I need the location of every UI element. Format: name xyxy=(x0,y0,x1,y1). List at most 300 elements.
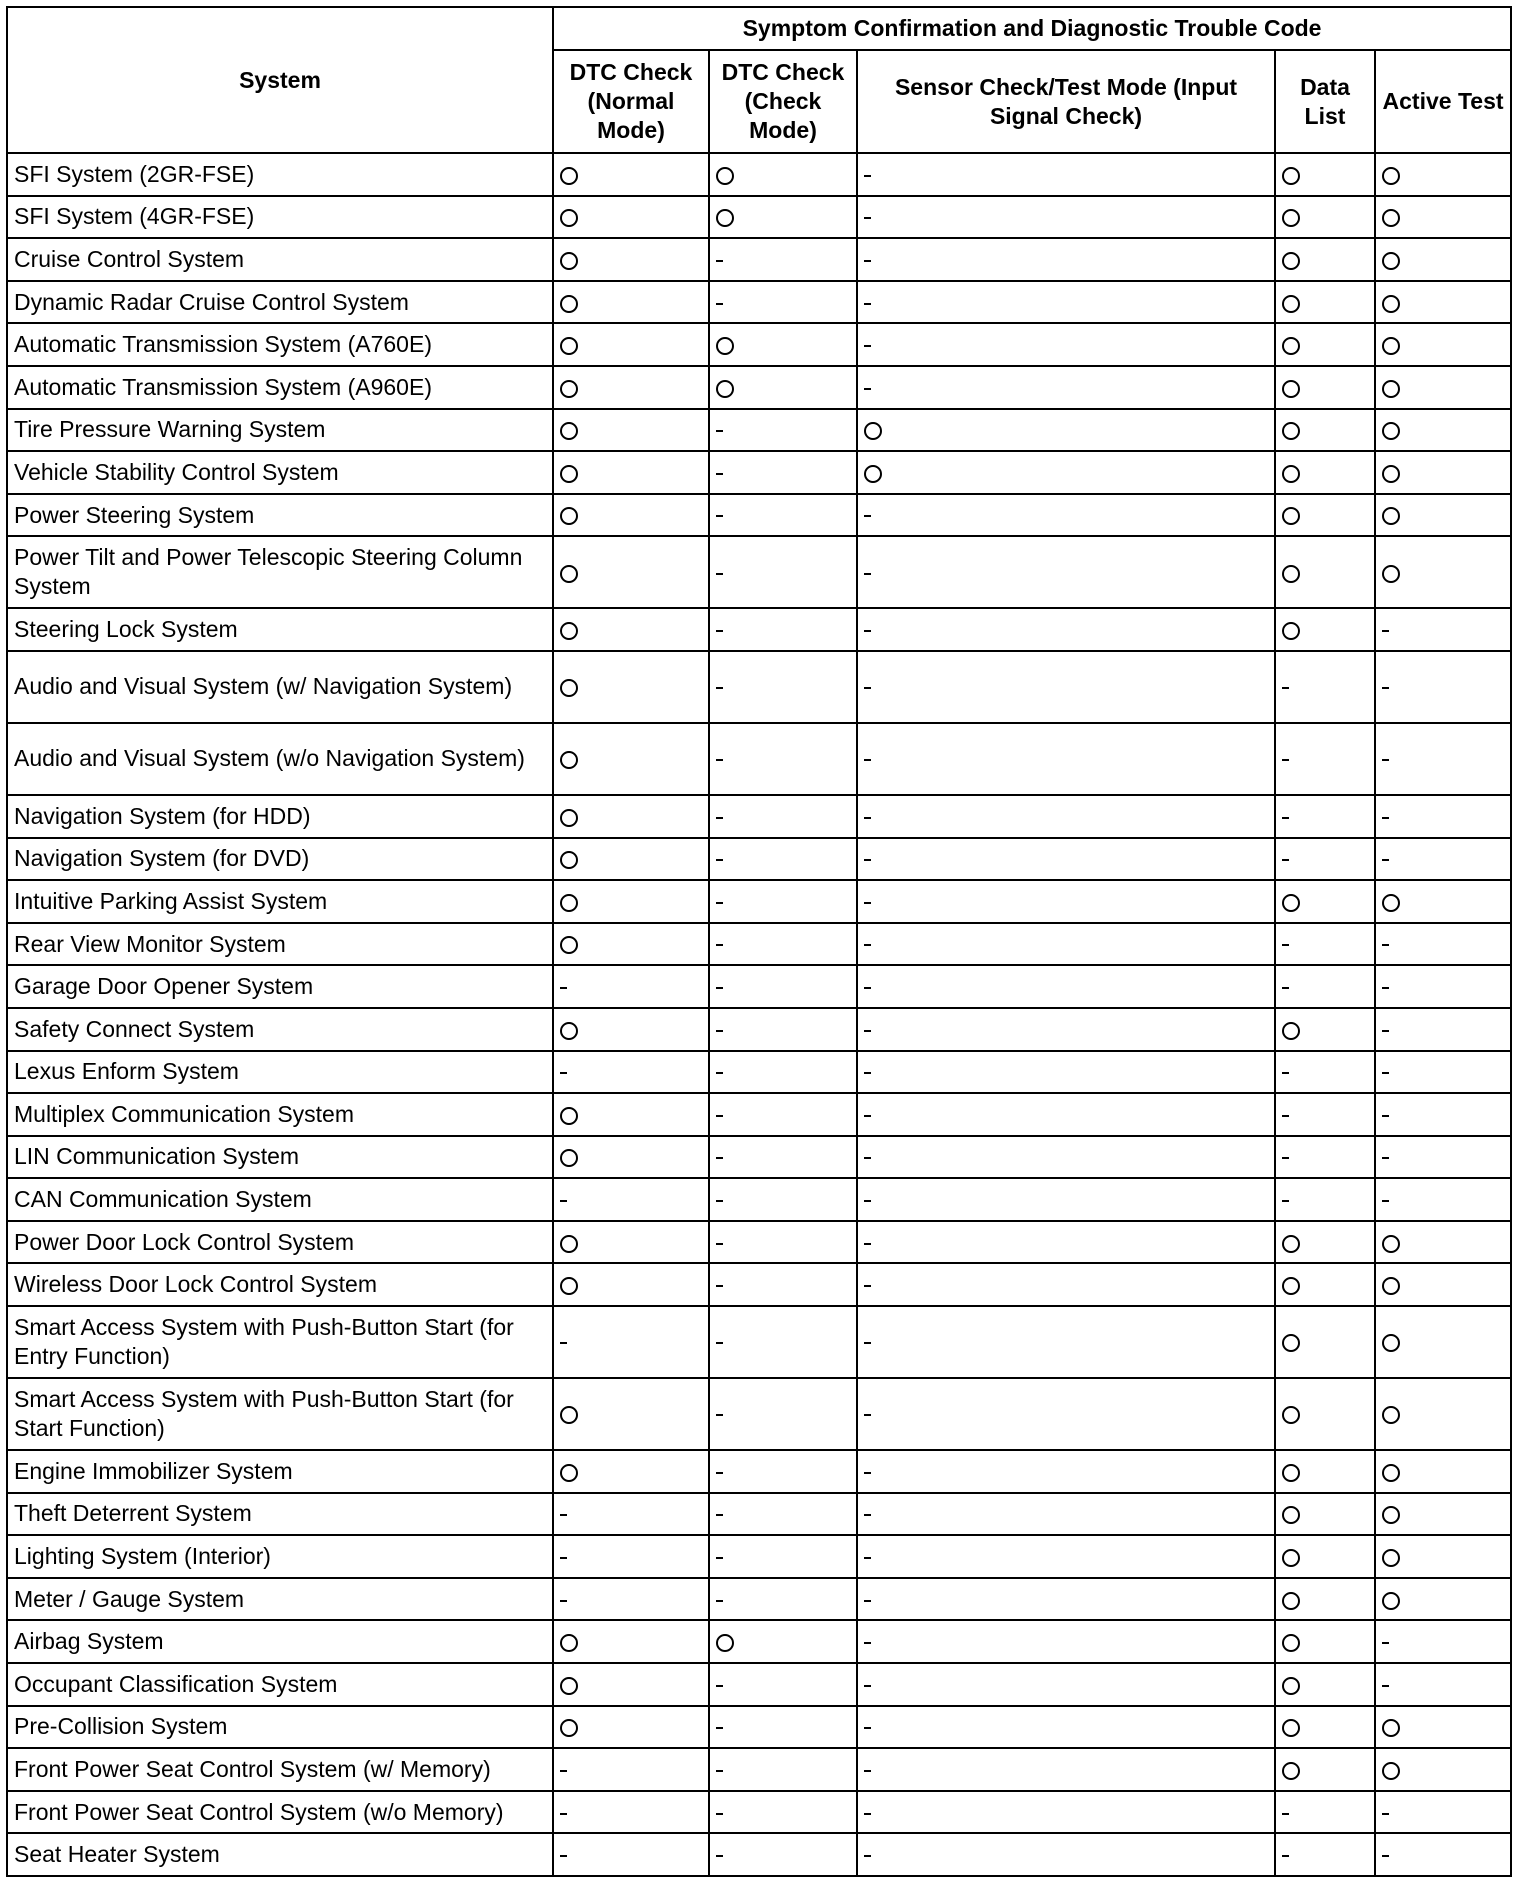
not-applicable-dash-mark xyxy=(864,1642,871,1644)
not-applicable-dash-mark xyxy=(716,902,723,904)
mark-cell xyxy=(1375,1748,1511,1791)
supported-circle-mark xyxy=(560,936,578,954)
system-name-cell: Power Door Lock Control System xyxy=(7,1221,553,1264)
table-row xyxy=(7,1663,1511,1706)
mark-cell xyxy=(709,1535,857,1578)
mark-cell xyxy=(1375,451,1511,494)
supported-circle-mark xyxy=(1282,422,1300,440)
not-applicable-dash-mark xyxy=(864,1157,871,1159)
not-applicable-dash-mark xyxy=(1382,1642,1389,1644)
table-row xyxy=(7,1221,1511,1264)
not-applicable-dash-mark xyxy=(560,1200,567,1202)
mark-cell xyxy=(857,281,1275,324)
mark-cell xyxy=(709,1136,857,1179)
mark-cell xyxy=(1375,1306,1511,1378)
mark-cell xyxy=(857,1450,1275,1493)
not-applicable-dash-mark xyxy=(716,859,723,861)
table-row xyxy=(7,1578,1511,1621)
not-applicable-dash-mark xyxy=(716,515,723,517)
not-applicable-dash-mark xyxy=(716,260,723,262)
supported-circle-mark xyxy=(1382,1762,1400,1780)
table-row xyxy=(7,1791,1511,1834)
mark-cell xyxy=(857,1136,1275,1179)
supported-circle-mark xyxy=(560,1149,578,1167)
mark-cell xyxy=(1275,1450,1375,1493)
mark-cell xyxy=(857,651,1275,723)
not-applicable-dash-mark xyxy=(716,1727,723,1729)
mark-cell xyxy=(709,1378,857,1450)
supported-circle-mark xyxy=(560,1277,578,1295)
system-name-cell: Automatic Transmission System (A960E) xyxy=(7,366,553,409)
mark-cell xyxy=(1275,1748,1375,1791)
not-applicable-dash-mark xyxy=(864,817,871,819)
not-applicable-dash-mark xyxy=(1382,759,1389,761)
not-applicable-dash-mark xyxy=(1382,817,1389,819)
mark-cell xyxy=(553,1663,709,1706)
mark-cell xyxy=(857,1051,1275,1094)
mark-cell xyxy=(1275,1178,1375,1221)
not-applicable-dash-mark xyxy=(1282,944,1289,946)
supported-circle-mark xyxy=(1282,1634,1300,1652)
supported-circle-mark xyxy=(1282,507,1300,525)
mark-cell xyxy=(709,1051,857,1094)
not-applicable-dash-mark xyxy=(716,817,723,819)
table-row xyxy=(7,1306,1511,1378)
mark-cell xyxy=(857,1493,1275,1536)
mark-cell xyxy=(1275,1136,1375,1179)
mark-cell xyxy=(1275,409,1375,452)
mark-cell xyxy=(553,1706,709,1749)
system-name-cell: Multiplex Communication System xyxy=(7,1093,553,1136)
group-header: Symptom Confirmation and Diagnostic Trouble Code xyxy=(553,7,1511,50)
diagnostic-table-container xyxy=(6,6,1510,1877)
supported-circle-mark xyxy=(1282,622,1300,640)
mark-cell xyxy=(709,281,857,324)
not-applicable-dash-mark xyxy=(1382,687,1389,689)
not-applicable-dash-mark xyxy=(1282,1157,1289,1159)
mark-cell xyxy=(709,366,857,409)
system-name-cell: Front Power Seat Control System (w/o Memory) xyxy=(7,1791,553,1834)
mark-cell xyxy=(553,1093,709,1136)
not-applicable-dash-mark xyxy=(1382,1115,1389,1117)
mark-cell xyxy=(1275,1493,1375,1536)
mark-cell xyxy=(553,323,709,366)
system-name-cell: Vehicle Stability Control System xyxy=(7,451,553,494)
supported-circle-mark xyxy=(1382,507,1400,525)
supported-circle-mark xyxy=(560,894,578,912)
mark-cell xyxy=(553,1748,709,1791)
not-applicable-dash-mark xyxy=(560,1557,567,1559)
not-applicable-dash-mark xyxy=(1282,1200,1289,1202)
supported-circle-mark xyxy=(560,851,578,869)
mark-cell xyxy=(857,451,1275,494)
supported-circle-mark xyxy=(1382,167,1400,185)
mark-cell xyxy=(857,923,1275,966)
mark-cell xyxy=(857,608,1275,651)
mark-cell xyxy=(857,238,1275,281)
not-applicable-dash-mark xyxy=(1382,859,1389,861)
table-body xyxy=(7,153,1511,1876)
mark-cell xyxy=(857,1178,1275,1221)
supported-circle-mark xyxy=(560,1235,578,1253)
system-name-cell: Dynamic Radar Cruise Control System xyxy=(7,281,553,324)
mark-cell xyxy=(857,1535,1275,1578)
supported-circle-mark xyxy=(1282,1762,1300,1780)
mark-cell xyxy=(1375,1620,1511,1663)
supported-circle-mark xyxy=(1382,1719,1400,1737)
mark-cell xyxy=(857,196,1275,239)
supported-circle-mark xyxy=(560,465,578,483)
table-row xyxy=(7,536,1511,608)
table-row xyxy=(7,1535,1511,1578)
system-name-cell: Cruise Control System xyxy=(7,238,553,281)
not-applicable-dash-mark xyxy=(864,759,871,761)
mark-cell xyxy=(857,153,1275,196)
mark-cell xyxy=(1375,536,1511,608)
mark-cell xyxy=(1375,923,1511,966)
mark-cell xyxy=(709,1450,857,1493)
mark-cell xyxy=(553,153,709,196)
mark-cell xyxy=(857,1263,1275,1306)
not-applicable-dash-mark xyxy=(1282,817,1289,819)
not-applicable-dash-mark xyxy=(1382,987,1389,989)
not-applicable-dash-mark xyxy=(560,1600,567,1602)
mark-cell xyxy=(857,1706,1275,1749)
mark-cell xyxy=(1275,451,1375,494)
supported-circle-mark xyxy=(560,380,578,398)
mark-cell xyxy=(857,1748,1275,1791)
system-name-cell: Audio and Visual System (w/o Navigation System) xyxy=(7,723,553,795)
system-name-cell: SFI System (4GR-FSE) xyxy=(7,196,553,239)
supported-circle-mark xyxy=(1382,465,1400,483)
supported-circle-mark xyxy=(1282,465,1300,483)
table-row xyxy=(7,965,1511,1008)
supported-circle-mark xyxy=(1282,1235,1300,1253)
mark-cell xyxy=(1375,196,1511,239)
mark-cell xyxy=(1275,1663,1375,1706)
not-applicable-dash-mark xyxy=(864,1115,871,1117)
not-applicable-dash-mark xyxy=(864,388,871,390)
mark-cell xyxy=(709,1221,857,1264)
system-name-cell: Wireless Door Lock Control System xyxy=(7,1263,553,1306)
mark-cell xyxy=(709,153,857,196)
not-applicable-dash-mark xyxy=(864,1685,871,1687)
mark-cell xyxy=(553,1791,709,1834)
supported-circle-mark xyxy=(1282,295,1300,313)
not-applicable-dash-mark xyxy=(864,217,871,219)
supported-circle-mark xyxy=(1282,380,1300,398)
mark-cell xyxy=(553,1306,709,1378)
mark-cell xyxy=(553,880,709,923)
table-row xyxy=(7,1620,1511,1663)
supported-circle-mark xyxy=(560,167,578,185)
not-applicable-dash-mark xyxy=(864,1030,871,1032)
mark-cell xyxy=(1375,1051,1511,1094)
supported-circle-mark xyxy=(1382,1549,1400,1567)
supported-circle-mark xyxy=(560,252,578,270)
table-row xyxy=(7,238,1511,281)
system-name-cell: Intuitive Parking Assist System xyxy=(7,880,553,923)
supported-circle-mark xyxy=(864,465,882,483)
supported-circle-mark xyxy=(560,1107,578,1125)
supported-circle-mark xyxy=(1382,209,1400,227)
mark-cell xyxy=(1275,1535,1375,1578)
not-applicable-dash-mark xyxy=(1382,944,1389,946)
table-row xyxy=(7,1706,1511,1749)
supported-circle-mark xyxy=(1282,1022,1300,1040)
table-row xyxy=(7,1263,1511,1306)
table-row xyxy=(7,409,1511,452)
mark-cell xyxy=(1275,1578,1375,1621)
supported-circle-mark xyxy=(1282,167,1300,185)
mark-cell xyxy=(1275,536,1375,608)
not-applicable-dash-mark xyxy=(1382,630,1389,632)
supported-circle-mark xyxy=(1282,252,1300,270)
table-row xyxy=(7,1450,1511,1493)
not-applicable-dash-mark xyxy=(1282,1072,1289,1074)
mark-cell xyxy=(553,1493,709,1536)
not-applicable-dash-mark xyxy=(716,1514,723,1516)
system-name-cell: Audio and Visual System (w/ Navigation System) xyxy=(7,651,553,723)
supported-circle-mark xyxy=(1282,1277,1300,1295)
not-applicable-dash-mark xyxy=(716,573,723,575)
mark-cell xyxy=(709,880,857,923)
not-applicable-dash-mark xyxy=(716,430,723,432)
supported-circle-mark xyxy=(560,1406,578,1424)
not-applicable-dash-mark xyxy=(864,345,871,347)
mark-cell xyxy=(709,494,857,537)
mark-cell xyxy=(1275,366,1375,409)
supported-circle-mark xyxy=(1382,894,1400,912)
table-row xyxy=(7,880,1511,923)
supported-circle-mark xyxy=(560,751,578,769)
mark-cell xyxy=(1375,1578,1511,1621)
supported-circle-mark xyxy=(1382,1334,1400,1352)
mark-cell xyxy=(1275,494,1375,537)
not-applicable-dash-mark xyxy=(716,1813,723,1815)
mark-cell xyxy=(857,1663,1275,1706)
not-applicable-dash-mark xyxy=(864,630,871,632)
mark-cell xyxy=(553,838,709,881)
mark-cell xyxy=(709,965,857,1008)
mark-cell xyxy=(709,451,857,494)
mark-cell xyxy=(553,1263,709,1306)
mark-cell xyxy=(709,838,857,881)
system-name-cell: Occupant Classification System xyxy=(7,1663,553,1706)
mark-cell xyxy=(553,451,709,494)
table-row xyxy=(7,281,1511,324)
mark-cell xyxy=(857,838,1275,881)
mark-cell xyxy=(857,1221,1275,1264)
column-header-data-list: Data List xyxy=(1275,50,1375,153)
mark-cell xyxy=(553,651,709,723)
table-row xyxy=(7,1136,1511,1179)
not-applicable-dash-mark xyxy=(716,687,723,689)
not-applicable-dash-mark xyxy=(1382,1030,1389,1032)
mark-cell xyxy=(709,238,857,281)
system-name-cell: Rear View Monitor System xyxy=(7,923,553,966)
diagnostic-table xyxy=(6,6,1512,1877)
mark-cell xyxy=(1275,965,1375,1008)
mark-cell xyxy=(553,366,709,409)
not-applicable-dash-mark xyxy=(864,1727,871,1729)
mark-cell xyxy=(1375,1093,1511,1136)
mark-cell xyxy=(709,1706,857,1749)
mark-cell xyxy=(553,1450,709,1493)
not-applicable-dash-mark xyxy=(1382,1855,1389,1857)
supported-circle-mark xyxy=(1282,1506,1300,1524)
supported-circle-mark xyxy=(560,422,578,440)
mark-cell xyxy=(1275,1378,1375,1450)
mark-cell xyxy=(857,795,1275,838)
not-applicable-dash-mark xyxy=(716,1414,723,1416)
mark-cell xyxy=(553,923,709,966)
mark-cell xyxy=(1375,1178,1511,1221)
column-header-dtc-check: DTC Check (Check Mode) xyxy=(709,50,857,153)
mark-cell xyxy=(553,409,709,452)
mark-cell xyxy=(1375,1450,1511,1493)
not-applicable-dash-mark xyxy=(716,1115,723,1117)
not-applicable-dash-mark xyxy=(864,1342,871,1344)
mark-cell xyxy=(1275,1620,1375,1663)
table-row xyxy=(7,1008,1511,1051)
mark-cell xyxy=(553,238,709,281)
not-applicable-dash-mark xyxy=(716,1157,723,1159)
mark-cell xyxy=(857,409,1275,452)
column-header-dtc-normal: DTC Check (Normal Mode) xyxy=(553,50,709,153)
mark-cell xyxy=(709,1093,857,1136)
mark-cell xyxy=(709,1306,857,1378)
table-row xyxy=(7,451,1511,494)
table-row xyxy=(7,1493,1511,1536)
system-name-cell: Power Tilt and Power Telescopic Steering Column System xyxy=(7,536,553,608)
not-applicable-dash-mark xyxy=(1282,759,1289,761)
mark-cell xyxy=(1275,281,1375,324)
mark-cell xyxy=(553,1535,709,1578)
mark-cell xyxy=(709,1748,857,1791)
not-applicable-dash-mark xyxy=(1382,1157,1389,1159)
table-row xyxy=(7,1748,1511,1791)
supported-circle-mark xyxy=(560,1719,578,1737)
mark-cell xyxy=(553,1221,709,1264)
column-header-sensor-check: Sensor Check/Test Mode (Input Signal Check) xyxy=(857,50,1275,153)
system-name-cell: Power Steering System xyxy=(7,494,553,537)
system-name-cell: Lexus Enform System xyxy=(7,1051,553,1094)
mark-cell xyxy=(553,281,709,324)
not-applicable-dash-mark xyxy=(1282,1115,1289,1117)
not-applicable-dash-mark xyxy=(716,1600,723,1602)
mark-cell xyxy=(553,1051,709,1094)
not-applicable-dash-mark xyxy=(864,1072,871,1074)
table-row xyxy=(7,651,1511,723)
mark-cell xyxy=(1275,153,1375,196)
mark-cell xyxy=(1275,1221,1375,1264)
not-applicable-dash-mark xyxy=(716,759,723,761)
supported-circle-mark xyxy=(1282,1719,1300,1737)
mark-cell xyxy=(709,323,857,366)
mark-cell xyxy=(1375,1663,1511,1706)
not-applicable-dash-mark xyxy=(864,1200,871,1202)
supported-circle-mark xyxy=(1282,894,1300,912)
not-applicable-dash-mark xyxy=(864,902,871,904)
not-applicable-dash-mark xyxy=(716,1243,723,1245)
system-name-cell: Front Power Seat Control System (w/ Memory) xyxy=(7,1748,553,1791)
mark-cell xyxy=(1375,1263,1511,1306)
supported-circle-mark xyxy=(560,1022,578,1040)
mark-cell xyxy=(857,323,1275,366)
mark-cell xyxy=(1275,608,1375,651)
not-applicable-dash-mark xyxy=(716,630,723,632)
not-applicable-dash-mark xyxy=(716,1855,723,1857)
mark-cell xyxy=(1275,795,1375,838)
supported-circle-mark xyxy=(1382,1235,1400,1253)
mark-cell xyxy=(709,651,857,723)
not-applicable-dash-mark xyxy=(1282,1855,1289,1857)
not-applicable-dash-mark xyxy=(864,987,871,989)
not-applicable-dash-mark xyxy=(864,1770,871,1772)
mark-cell xyxy=(709,1493,857,1536)
mark-cell xyxy=(1375,281,1511,324)
supported-circle-mark xyxy=(1382,1277,1400,1295)
not-applicable-dash-mark xyxy=(864,859,871,861)
mark-cell xyxy=(1375,1008,1511,1051)
not-applicable-dash-mark xyxy=(560,1770,567,1772)
mark-cell xyxy=(1375,1706,1511,1749)
system-name-cell: Airbag System xyxy=(7,1620,553,1663)
system-name-cell: SFI System (2GR-FSE) xyxy=(7,153,553,196)
system-name-cell: CAN Communication System xyxy=(7,1178,553,1221)
system-name-cell: Engine Immobilizer System xyxy=(7,1450,553,1493)
mark-cell xyxy=(553,795,709,838)
not-applicable-dash-mark xyxy=(560,1813,567,1815)
mark-cell xyxy=(857,1791,1275,1834)
table-row xyxy=(7,323,1511,366)
not-applicable-dash-mark xyxy=(716,1072,723,1074)
not-applicable-dash-mark xyxy=(716,303,723,305)
mark-cell xyxy=(1375,880,1511,923)
not-applicable-dash-mark xyxy=(864,1557,871,1559)
table-row xyxy=(7,1093,1511,1136)
mark-cell xyxy=(709,1178,857,1221)
supported-circle-mark xyxy=(560,1464,578,1482)
system-name-cell: Garage Door Opener System xyxy=(7,965,553,1008)
mark-cell xyxy=(1375,153,1511,196)
table-row xyxy=(7,196,1511,239)
system-name-cell: Navigation System (for DVD) xyxy=(7,838,553,881)
mark-cell xyxy=(709,1263,857,1306)
table-row xyxy=(7,608,1511,651)
not-applicable-dash-mark xyxy=(716,1030,723,1032)
mark-cell xyxy=(553,536,709,608)
supported-circle-mark xyxy=(560,679,578,697)
table-row xyxy=(7,494,1511,537)
mark-cell xyxy=(553,196,709,239)
mark-cell xyxy=(857,1008,1275,1051)
supported-circle-mark xyxy=(560,565,578,583)
mark-cell xyxy=(857,366,1275,409)
mark-cell xyxy=(1375,608,1511,651)
supported-circle-mark xyxy=(864,422,882,440)
supported-circle-mark xyxy=(1382,295,1400,313)
mark-cell xyxy=(1275,196,1375,239)
supported-circle-mark xyxy=(716,167,734,185)
mark-cell xyxy=(1275,651,1375,723)
mark-cell xyxy=(1375,409,1511,452)
not-applicable-dash-mark xyxy=(1282,987,1289,989)
system-name-cell: LIN Communication System xyxy=(7,1136,553,1179)
mark-cell xyxy=(1375,494,1511,537)
mark-cell xyxy=(1375,965,1511,1008)
